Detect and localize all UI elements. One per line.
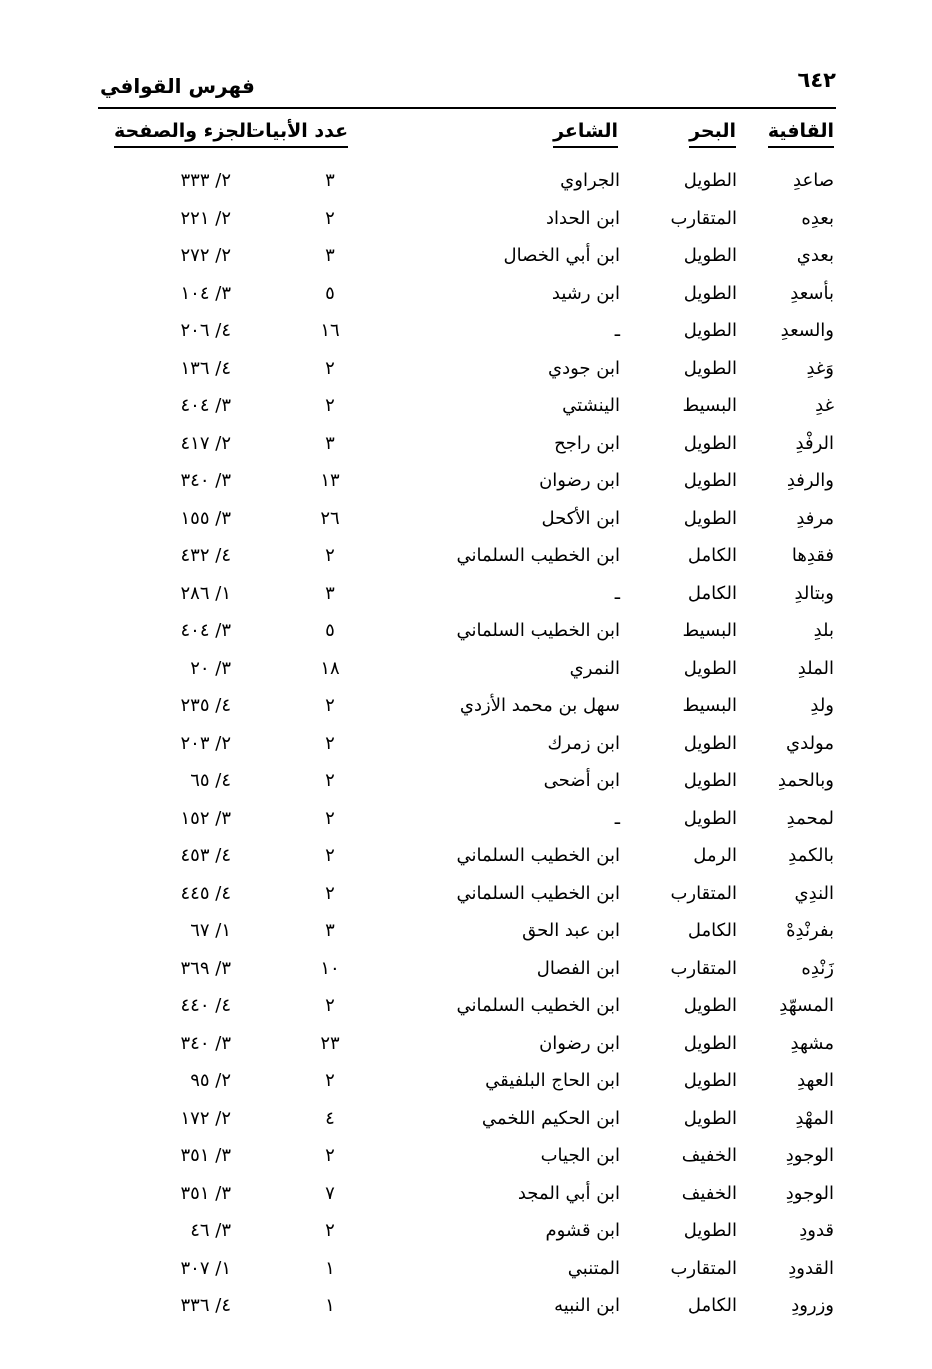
rhyme-cell: المسهّدِ bbox=[779, 995, 834, 1016]
rhyme-cell: بلدِ bbox=[813, 620, 834, 641]
meter-cell: الطويل bbox=[683, 732, 737, 754]
rhyme-cell: الملدِ bbox=[797, 657, 834, 679]
verse-count-cell: ٢ bbox=[325, 695, 335, 716]
volume-page-cell: ٣/ ١٥٢ bbox=[180, 807, 231, 829]
verse-count-cell: ٤ bbox=[325, 1107, 335, 1129]
header-rule bbox=[98, 107, 836, 109]
table-row bbox=[0, 464, 932, 502]
volume-page-cell: ٣/ ١٠٤ bbox=[180, 282, 231, 304]
column-header-volume-page: الجزء والصفحة bbox=[114, 120, 253, 156]
table-row bbox=[0, 352, 932, 390]
rhyme-cell: وبتالدِ bbox=[794, 582, 834, 604]
meter-cell: البسيط bbox=[682, 395, 737, 416]
volume-page-cell: ٢/ ٩٥ bbox=[190, 1070, 231, 1091]
poet-cell: ـ bbox=[614, 807, 620, 829]
poet-cell: ابن رشيد bbox=[551, 282, 620, 304]
verse-count-cell: ٥ bbox=[325, 620, 335, 641]
rhyme-cell: بالكمدِ bbox=[788, 845, 834, 866]
rhyme-cell: الرفْدِ bbox=[795, 432, 834, 454]
poet-cell: ـ bbox=[614, 320, 620, 341]
table-row bbox=[0, 539, 932, 577]
meter-cell: الطويل bbox=[683, 995, 737, 1016]
meter-cell: الطويل bbox=[683, 507, 737, 529]
volume-page-cell: ٣/ ٣٦٩ bbox=[180, 957, 231, 979]
rhyme-cell: وبالحمدِ bbox=[777, 770, 834, 791]
volume-page-cell: ٢/ ٢٠٣ bbox=[180, 732, 231, 754]
verse-count-cell: ١ bbox=[325, 1257, 335, 1279]
volume-page-cell: ٤/ ٤٤٠ bbox=[180, 995, 231, 1016]
poet-cell: ابن عبد الحق bbox=[522, 920, 620, 941]
rhyme-cell: بعدي bbox=[796, 245, 834, 266]
table-row bbox=[0, 1289, 932, 1327]
rhyme-cell: مرفدِ bbox=[796, 507, 834, 529]
poet-cell: ابن الخطيب السلماني bbox=[456, 882, 620, 904]
meter-cell: الطويل bbox=[683, 1107, 737, 1129]
meter-cell: الطويل bbox=[683, 770, 737, 791]
volume-page-cell: ٤/ ١٣٦ bbox=[180, 357, 231, 379]
rhyme-cell: ولدِ bbox=[810, 695, 834, 716]
meter-cell: البسيط bbox=[682, 695, 737, 716]
table-row bbox=[0, 239, 932, 277]
verse-count-cell: ١٨ bbox=[320, 657, 340, 679]
meter-cell: الطويل bbox=[683, 470, 737, 491]
table-row bbox=[0, 164, 932, 202]
poet-cell: ابن الحاج البلفيقي bbox=[485, 1070, 620, 1091]
meter-cell: الطويل bbox=[683, 320, 737, 341]
rhyme-cell: وزرودِ bbox=[791, 1295, 834, 1316]
meter-cell: الرمل bbox=[693, 845, 737, 866]
rhyme-cell: لمحمدِ bbox=[786, 807, 834, 829]
meter-cell: الطويل bbox=[683, 1032, 737, 1054]
poet-cell: المتنبي bbox=[567, 1257, 620, 1279]
poet-cell: ابن رضوان bbox=[539, 1032, 620, 1054]
column-header-poet: الشاعر bbox=[553, 120, 618, 156]
rhyme-cell: صاعدِ bbox=[793, 170, 834, 191]
verse-count-cell: ١ bbox=[325, 1295, 335, 1316]
rhyme-cell: قدودِ bbox=[799, 1220, 834, 1241]
verse-count-cell: ٢ bbox=[325, 732, 335, 754]
poet-cell: ابن الخطيب السلماني bbox=[456, 620, 620, 641]
table-row bbox=[0, 952, 932, 990]
meter-cell: الطويل bbox=[683, 1220, 737, 1241]
index-table bbox=[0, 164, 932, 1327]
volume-page-cell: ٢/ ٣٣٣ bbox=[180, 170, 231, 191]
volume-page-cell: ٢/ ٢٢١ bbox=[180, 207, 231, 229]
poet-cell: ابن الخطيب السلماني bbox=[456, 845, 620, 866]
table-row bbox=[0, 1102, 932, 1140]
meter-cell: المتقارب bbox=[670, 882, 737, 904]
table-row bbox=[0, 689, 932, 727]
meter-cell: الطويل bbox=[683, 432, 737, 454]
table-row bbox=[0, 727, 932, 765]
page-number: ٦٤٢ bbox=[797, 68, 836, 92]
verse-count-cell: ٢ bbox=[325, 207, 335, 229]
meter-cell: البسيط bbox=[682, 620, 737, 641]
table-row bbox=[0, 1177, 932, 1215]
meter-cell: الطويل bbox=[683, 282, 737, 304]
rhyme-cell: المهْدِ bbox=[795, 1107, 834, 1129]
table-row bbox=[0, 577, 932, 615]
rhyme-cell: مولدي bbox=[786, 732, 834, 754]
verse-count-cell: ٢٦ bbox=[320, 507, 340, 529]
poet-cell: ابن الحداد bbox=[545, 207, 620, 229]
table-row bbox=[0, 502, 932, 540]
volume-page-cell: ٣/ ٤٦ bbox=[190, 1220, 231, 1241]
verse-count-cell: ١٦ bbox=[320, 320, 340, 341]
table-row bbox=[0, 1027, 932, 1065]
meter-cell: الطويل bbox=[683, 1070, 737, 1091]
table-row bbox=[0, 877, 932, 915]
table-row bbox=[0, 1252, 932, 1290]
poet-cell: ابن الجياب bbox=[540, 1145, 620, 1166]
meter-cell: الخفيف bbox=[681, 1145, 737, 1166]
meter-cell: المتقارب bbox=[670, 1257, 737, 1279]
volume-page-cell: ٤/ ٤٣٢ bbox=[180, 545, 231, 566]
meter-cell: المتقارب bbox=[670, 957, 737, 979]
verse-count-cell: ٢ bbox=[325, 1220, 335, 1241]
volume-page-cell: ١/ ٣٠٧ bbox=[180, 1257, 231, 1279]
volume-page-cell: ٤/ ٤٤٥ bbox=[180, 882, 231, 904]
volume-page-cell: ٣/ ٣٤٠ bbox=[180, 1032, 231, 1054]
column-header-verse-count: عدد الأبيات bbox=[246, 120, 348, 156]
table-row bbox=[0, 764, 932, 802]
volume-page-cell: ٤/ ٣٣٦ bbox=[180, 1295, 231, 1316]
poet-cell: ابن قشوم bbox=[545, 1220, 620, 1241]
table-row bbox=[0, 1214, 932, 1252]
rhyme-cell: غدِ bbox=[815, 395, 834, 416]
poet-cell: الجراوي bbox=[560, 170, 620, 191]
verse-count-cell: ٣ bbox=[325, 245, 335, 266]
volume-page-cell: ٤/ ٤٥٣ bbox=[180, 845, 231, 866]
volume-page-cell: ٣/ ٣٥١ bbox=[180, 1182, 231, 1204]
poet-cell: ابن جودي bbox=[548, 357, 620, 379]
meter-cell: الكامل bbox=[687, 920, 737, 941]
verse-count-cell: ٢ bbox=[325, 357, 335, 379]
poet-cell: ابن الحكيم اللخمي bbox=[481, 1107, 620, 1129]
column-header-rhyme: القافية bbox=[768, 120, 834, 156]
poet-cell: ابن أبي المجد bbox=[517, 1182, 620, 1204]
volume-page-cell: ٣/ ٤٠٤ bbox=[180, 620, 231, 641]
rhyme-cell: العهدِ bbox=[797, 1070, 834, 1091]
table-row bbox=[0, 614, 932, 652]
rhyme-cell: بأسعدِ bbox=[790, 282, 834, 304]
volume-page-cell: ١/ ٢٨٦ bbox=[180, 582, 231, 604]
volume-page-cell: ٢/ ٤١٧ bbox=[180, 432, 231, 454]
rhyme-cell: فقدِها bbox=[791, 545, 834, 566]
poet-cell: ابن الفصال bbox=[536, 957, 620, 979]
meter-cell: الكامل bbox=[687, 1295, 737, 1316]
volume-page-cell: ٣/ ٣٥١ bbox=[180, 1145, 231, 1166]
poet-cell: ابن راجح bbox=[554, 432, 620, 454]
volume-page-cell: ٣/ ١٥٥ bbox=[180, 507, 231, 529]
volume-page-cell: ٣/ ٤٠٤ bbox=[180, 395, 231, 416]
table-row bbox=[0, 914, 932, 952]
verse-count-cell: ٣ bbox=[325, 432, 335, 454]
page-header bbox=[96, 66, 838, 106]
verse-count-cell: ٣ bbox=[325, 920, 335, 941]
volume-page-cell: ٤/ ٢٣٥ bbox=[180, 695, 231, 716]
poet-cell: ابن أضحى bbox=[543, 770, 620, 791]
table-row bbox=[0, 839, 932, 877]
verse-count-cell: ١٠ bbox=[320, 957, 340, 979]
meter-cell: الكامل bbox=[687, 545, 737, 566]
poet-cell: ـ bbox=[614, 582, 620, 604]
verse-count-cell: ٢ bbox=[325, 770, 335, 791]
meter-cell: المتقارب bbox=[670, 207, 737, 229]
volume-page-cell: ٣/ ٣٤٠ bbox=[180, 470, 231, 491]
rhyme-cell: الندِي bbox=[794, 882, 834, 904]
volume-page-cell: ٢/ ٢٧٢ bbox=[180, 245, 231, 266]
verse-count-cell: ١٣ bbox=[320, 470, 340, 491]
table-row bbox=[0, 427, 932, 465]
table-row bbox=[0, 1064, 932, 1102]
volume-page-cell: ١/ ٦٧ bbox=[190, 920, 231, 941]
meter-cell: الطويل bbox=[683, 245, 737, 266]
rhyme-cell: الوجودِ bbox=[785, 1145, 834, 1166]
rhyme-cell: الوجودِ bbox=[785, 1182, 834, 1204]
verse-count-cell: ٢٣ bbox=[320, 1032, 340, 1054]
running-title: فهرس القوافي bbox=[100, 74, 255, 98]
rhyme-cell: زَنْدِه bbox=[801, 957, 834, 979]
poet-cell: ابن أبي الخصال bbox=[503, 245, 620, 266]
rhyme-cell: بعدِه bbox=[801, 207, 834, 229]
poet-cell: ابن الخطيب السلماني bbox=[456, 995, 620, 1016]
volume-page-cell: ٢/ ١٧٢ bbox=[180, 1107, 231, 1129]
volume-page-cell: ٣/ ٢٠ bbox=[190, 657, 231, 679]
rhyme-cell: والسعدِ bbox=[780, 320, 834, 341]
verse-count-cell: ٢ bbox=[325, 882, 335, 904]
meter-cell: الطويل bbox=[683, 807, 737, 829]
poet-cell: ابن زمرك bbox=[547, 732, 620, 754]
verse-count-cell: ٢ bbox=[325, 845, 335, 866]
table-row bbox=[0, 1139, 932, 1177]
table-row bbox=[0, 989, 932, 1027]
poet-cell: سهل بن محمد الأزدي bbox=[459, 695, 620, 716]
poet-cell: ابن الأكحل bbox=[541, 507, 620, 529]
rhyme-cell: مشهدِ bbox=[790, 1032, 834, 1054]
poet-cell: ابن الخطيب السلماني bbox=[456, 545, 620, 566]
verse-count-cell: ٥ bbox=[325, 282, 335, 304]
meter-cell: الخفيف bbox=[681, 1182, 737, 1204]
verse-count-cell: ٣ bbox=[325, 170, 335, 191]
volume-page-cell: ٤/ ٢٠٦ bbox=[180, 320, 231, 341]
rhyme-cell: القدودِ bbox=[788, 1257, 834, 1279]
verse-count-cell: ٢ bbox=[325, 807, 335, 829]
meter-cell: الطويل bbox=[683, 657, 737, 679]
poet-cell: ابن النبيه bbox=[554, 1295, 620, 1316]
table-row bbox=[0, 802, 932, 840]
meter-cell: الطويل bbox=[683, 357, 737, 379]
column-header-meter: البحر bbox=[689, 120, 736, 156]
table-row bbox=[0, 202, 932, 240]
meter-cell: الطويل bbox=[683, 170, 737, 191]
table-row bbox=[0, 314, 932, 352]
verse-count-cell: ٢ bbox=[325, 995, 335, 1016]
poet-cell: ابن رضوان bbox=[539, 470, 620, 491]
meter-cell: الكامل bbox=[687, 582, 737, 604]
verse-count-cell: ٢ bbox=[325, 1070, 335, 1091]
verse-count-cell: ٣ bbox=[325, 582, 335, 604]
rhyme-cell: بفرنْدِهْ bbox=[786, 920, 834, 941]
rhyme-cell: وَغدِ bbox=[806, 357, 834, 379]
table-row bbox=[0, 277, 932, 315]
verse-count-cell: ٢ bbox=[325, 1145, 335, 1166]
rhyme-cell: والرفدِ bbox=[786, 470, 834, 491]
poet-cell: الينشتي bbox=[562, 395, 620, 416]
table-row bbox=[0, 652, 932, 690]
volume-page-cell: ٤/ ٦٥ bbox=[190, 770, 231, 791]
table-row bbox=[0, 389, 932, 427]
verse-count-cell: ٢ bbox=[325, 545, 335, 566]
verse-count-cell: ٧ bbox=[325, 1182, 335, 1204]
verse-count-cell: ٢ bbox=[325, 395, 335, 416]
poet-cell: النمري bbox=[569, 657, 620, 679]
